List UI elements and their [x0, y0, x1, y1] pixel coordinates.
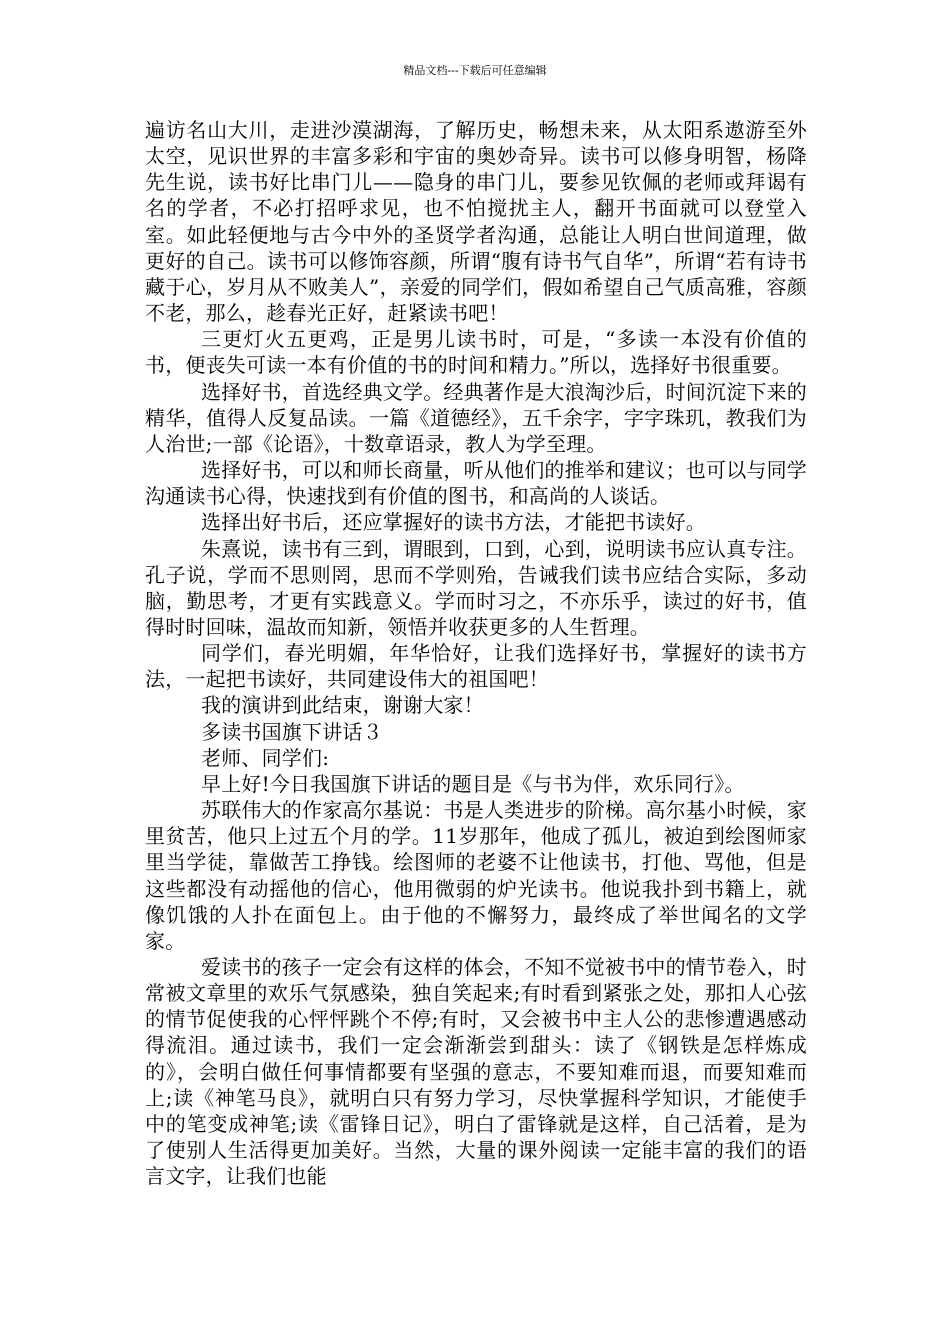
paragraph: 选择好书，可以和师长商量，听从他们的推举和建议；也可以与同学沟通读书心得，快速找到有价值的图书，和高尚的人谈话。: [145, 458, 807, 509]
paragraph: 苏联伟大的作家高尔基说：书是人类进步的阶梯。高尔基小时候，家里贫苦，他只上过五个月的学。11岁那年，他成了孤儿，被迫到绘图师家里当学徒，靠做苦工挣钱。绘图师的老婆不让他读书，打他、骂他，但是这些都没有动摇他的信心，他用微弱的炉光读书。他说我扑到书籍上，就像饥饿的人扑在面包上。由于他的不懈努力，最终成了举世闻名的文学家。: [145, 798, 807, 953]
paragraph: 朱熹说，读书有三到，谓眼到，口到，心到，说明读书应认真专注。孔子说，学而不思则罔，思而不学则殆，告诫我们读书应结合实际，多动脑，勤思考，才更有实践意义。学而时习之，不亦乐乎，读过的好书，值得时时回味，温故而知新，领悟并收获更多的人生哲理。: [145, 536, 807, 639]
greeting: 早上好!今日我国旗下讲话的题目是《与书为伴，欢乐同行》。: [201, 771, 745, 796]
paragraph: 遍访名山大川，走进沙漠湖海，了解历史，畅想未来，从太阳系遨游至外太空，见识世界的丰富多彩和宇宙的奥妙奇异。读书可以修身明智，杨降先生说，读书好比串门儿——隐身的串门儿，要参见钦佩的老师或拜谒有名的学者，不必打招呼求见，也不怕搅扰主人，翻开书面就可以登堂入室。如此轻便地与古今中外的圣贤学者沟通，总能让人明白世间道理，做更好的自己。读书可以修饰容颜，所谓“腹有诗书气自华”，所谓“若有诗书藏于心，岁月从不败美人”，亲爱的同学们，假如希望自己气质高雅，容颜不老，那么，趁春光正好，赶紧读书吧！: [145, 118, 807, 326]
paragraph: 选择出好书后，还应掌握好的读书方法，才能把书读好。: [201, 510, 706, 535]
paragraph: 选择好书，首选经典文学。经典著作是大浪淘沙后，时间沉淀下来的精华，值得人反复品读。一篇《道德经》，五千余字，字字珠玑，教我们为人治世;一部《论语》，十数章语录，教人为学至理。: [145, 379, 807, 456]
paragraph: 同学们，春光明媚，年华恰好，让我们选择好书，掌握好的读书方法，一起把书读好，共同建设伟大的祖国吧！: [145, 641, 807, 692]
paragraph: 三更灯火五更鸡，正是男儿读书时，可是，“多读一本没有价值的书，便丧失可读一本有价值的书的时间和精力。”所以，选择好书很重要。: [145, 327, 807, 378]
page-header: 精品文档---下载后可任意编辑: [403, 64, 547, 77]
document-body: [145, 117, 807, 1189]
closing-line: 我的演讲到此结束，谢谢大家！: [201, 693, 484, 718]
paragraph: 爱读书的孩子一定会有这样的体会，不知不觉被书中的情节卷入，时常被文章里的欢乐气氛感染，独自笑起来;有时看到紧张之处，那扣人心弦的情节促使我的心怦怦跳个不停;有时，又会被书中主人公的悲惨遭遇感动得流泪。通过读书，我们一定会渐渐尝到甜头：读了《钢铁是怎样炼成的》，会明白做任何事情都要有坚强的意志，不要知难而退，而要知难而上;读《神笔马良》，就明白只有努力学习，尽快掌握科学知识，才能使手中的笔变成神笔;读《雷锋日记》，明白了雷锋就是这样，自己活着，是为了使别人生活得更加美好。当然，大量的课外阅读一定能丰富的我们的语言文字，让我们也能: [145, 955, 807, 1189]
section-title: 多读书国旗下讲话３: [201, 719, 383, 744]
salutation: 老师、同学们:: [201, 745, 330, 770]
